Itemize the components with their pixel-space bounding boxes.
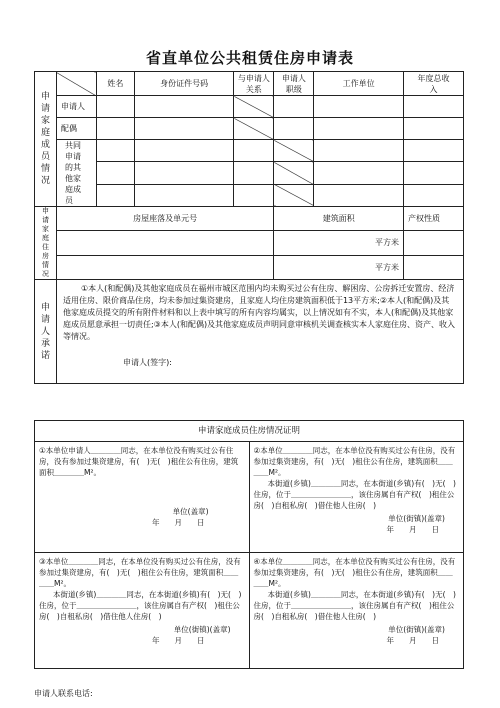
member-income-field[interactable] bbox=[404, 162, 464, 184]
member-relation-field[interactable] bbox=[234, 140, 274, 162]
member-rank-na bbox=[274, 140, 314, 162]
spouse-rank-field[interactable] bbox=[274, 118, 314, 140]
member-income-field[interactable] bbox=[404, 184, 464, 206]
spouse-id-field[interactable] bbox=[134, 118, 234, 140]
pledge-signature[interactable]: 申请人(签字): bbox=[122, 358, 172, 367]
member-employer-field[interactable] bbox=[314, 184, 404, 206]
certificate-2-text: ②本单位＿＿＿＿同志，在本单位没有购买过公有住房，没有参加过集资建房，有( )无( )租住公有住房，建筑面积＿＿＿＿M²。 bbox=[253, 446, 456, 477]
header-employer: 工作单位 bbox=[314, 72, 404, 96]
certificate-4[interactable] bbox=[249, 553, 463, 669]
certificate-4-stamp: 单位(街镇)(盖章) bbox=[388, 625, 445, 634]
certificate-1[interactable] bbox=[35, 442, 250, 553]
area-unit: 平方米 bbox=[375, 238, 400, 248]
spouse-name-field[interactable] bbox=[96, 118, 134, 140]
housing-area-field[interactable] bbox=[274, 255, 404, 279]
certificate-table bbox=[34, 420, 464, 669]
certificate-2-stamp: 单位(街镇)(盖章) bbox=[388, 514, 445, 523]
member-employer-field[interactable] bbox=[314, 140, 404, 162]
member-relation-field[interactable] bbox=[234, 184, 274, 206]
spouse-relation-na bbox=[234, 118, 274, 140]
housing-location-field[interactable] bbox=[56, 255, 273, 279]
pledge-text: ①本人(和配偶)及其他家庭成员在福州市城区范围内均未购买过公有住房、解困房、公房拆迁安置房、经济适用住房、限价商品住房，均未参加过集资建房，且家庭人均住房建筑面积低于13平方米;②本人(和配偶)及其他家庭成员提交的所有附件材料和以上表中填写的所有内容均属实，以上情况如有不实，本人(和配偶)及其他家庭成员愿意承担一切责任;③本人(和配偶)及其他家庭成员声明同意审核机关调查核实本人家庭住房、资产、收入等情况。 bbox=[62, 284, 456, 341]
member-name-field[interactable] bbox=[96, 140, 134, 162]
row-label-spouse: 配偶 bbox=[56, 118, 96, 140]
spouse-employer-field[interactable] bbox=[314, 118, 404, 140]
housing-ownership-field[interactable] bbox=[404, 255, 464, 279]
certificate-2-street-text: 本街道(乡镇)＿＿＿＿同志，在本街道(乡镇)有( )无( )住房，位于＿＿＿＿＿＿＿＿，该住房属自有产权( )租住公房( )自租私房( )借住他人住房( ) bbox=[253, 479, 456, 510]
area-unit: 平方米 bbox=[375, 262, 400, 272]
housing-ownership-field[interactable] bbox=[404, 231, 464, 255]
side-label-housing: 申请家庭住房情况 bbox=[35, 207, 57, 280]
header-relation: 与申请人关系 bbox=[234, 72, 274, 96]
certificate-1-stamp: 单位(盖章) bbox=[172, 507, 209, 516]
applicant-employer-field[interactable] bbox=[314, 96, 404, 118]
header-name: 姓名 bbox=[96, 72, 134, 96]
certificate-3-stamp: 单位(街镇)(盖章) bbox=[173, 625, 231, 634]
member-id-field[interactable] bbox=[134, 184, 234, 206]
header-rank: 申请人职级 bbox=[274, 72, 314, 96]
member-rank-na bbox=[274, 184, 314, 206]
spouse-income-field[interactable] bbox=[404, 118, 464, 140]
pledge-cell bbox=[56, 280, 463, 384]
member-name-field[interactable] bbox=[96, 184, 134, 206]
form-title: 省直单位公共租赁住房申请表 bbox=[145, 49, 354, 67]
housing-header-ownership: 产权性质 bbox=[404, 207, 464, 231]
member-id-field[interactable] bbox=[134, 162, 234, 184]
certificate-1-text: ①本单位申请人＿＿＿＿同志，在本单位没有购买过公有住房，没有参加过集资建房，有( )无( )租住公有住房，建筑面积＿＿＿＿M²。 bbox=[39, 446, 239, 477]
applicant-phone-label[interactable]: 申请人联系电话: bbox=[34, 689, 93, 698]
row-label-other-members: 共同申请的其他家庭成员 bbox=[56, 140, 96, 207]
certificate-4-text: ④本单位＿＿＿＿同志，在本单位没有购买过公有住房，没有参加过集资建房，有( )无( )租住公有住房，建筑面积＿＿＿＿M²。 bbox=[253, 557, 456, 588]
certificate-1-date: 年 月 日 bbox=[152, 518, 205, 527]
applicant-name-field[interactable] bbox=[96, 96, 134, 118]
applicant-relation-na bbox=[234, 96, 274, 118]
member-rank-na bbox=[274, 162, 314, 184]
certificate-3-text: ③本单位＿＿＿＿同志，在本单位没有购买过公有住房，没有参加过集资建房，有( )无( )租住公有住房，建筑面积＿＿＿＿M²。 bbox=[39, 557, 241, 588]
certificate-title: 申请家庭成员住房情况证明 bbox=[35, 421, 464, 442]
side-label-pledge: 申请人承诺 bbox=[35, 280, 57, 384]
certificate-4-street-text: 本街道(乡镇)＿＿＿＿同志，在本街道(乡镇)有( )无( )住房，位于＿＿＿＿＿＿＿＿，该住房属自有产权( )租住公房( )自租私房( )借住他人住房( ) bbox=[253, 590, 456, 621]
certificate-3-street-text: 本街道(乡镇)＿＿＿＿同志，在本街道(乡镇)有( )无( )住房，位于＿＿＿＿＿＿＿＿，该住房属自有产权( )租住公房( )自租私房( )借住他人住房( ) bbox=[39, 590, 242, 621]
certificate-4-date: 年 月 日 bbox=[386, 636, 439, 645]
certificate-3-date: 年 月 日 bbox=[152, 636, 205, 645]
applicant-id-field[interactable] bbox=[134, 96, 234, 118]
header-income: 年度总收入 bbox=[404, 72, 464, 96]
member-relation-field[interactable] bbox=[234, 162, 274, 184]
housing-header-area: 建筑面积 bbox=[274, 207, 404, 231]
certificate-2-date: 年 月 日 bbox=[386, 525, 439, 534]
applicant-rank-field[interactable] bbox=[274, 96, 314, 118]
housing-header-location: 房屋座落及单元号 bbox=[56, 207, 273, 231]
header-id-number: 身份证件号码 bbox=[134, 72, 234, 96]
member-income-field[interactable] bbox=[404, 140, 464, 162]
applicant-income-field[interactable] bbox=[404, 96, 464, 118]
side-label-family: 申请家庭成员情况 bbox=[35, 72, 57, 207]
member-name-field[interactable] bbox=[96, 162, 134, 184]
application-table bbox=[34, 71, 464, 384]
member-employer-field[interactable] bbox=[314, 162, 404, 184]
housing-area-field[interactable] bbox=[274, 231, 404, 255]
row-label-applicant: 申请人 bbox=[56, 96, 96, 118]
header-diagonal-cell bbox=[56, 72, 96, 96]
certificate-2[interactable] bbox=[249, 442, 463, 553]
certificate-3[interactable] bbox=[35, 553, 250, 669]
member-id-field[interactable] bbox=[134, 140, 234, 162]
housing-location-field[interactable] bbox=[56, 231, 273, 255]
